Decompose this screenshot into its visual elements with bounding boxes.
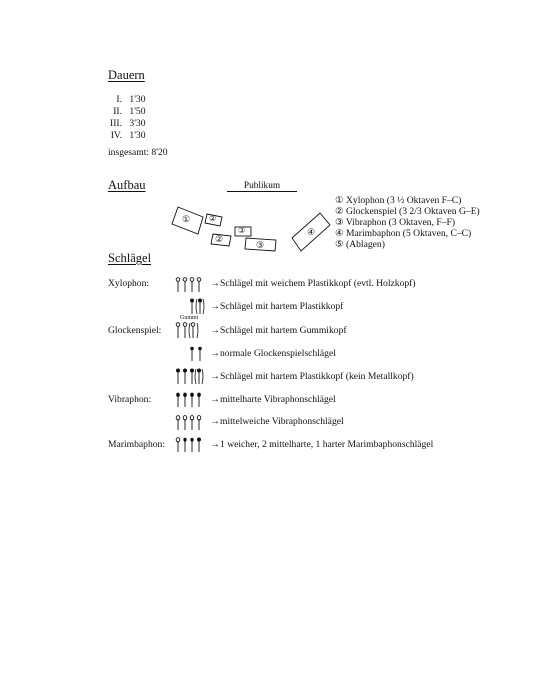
rubber-mallets-icon <box>175 322 209 340</box>
medium-hard-mallets-icon <box>175 392 207 408</box>
mallet-description-text: 1 weicher, 2 mittelharte, 1 harter Marimbaphonschlägel <box>220 439 434 450</box>
mallet-description-text: Schlägel mit hartem Plastikkopf (kein Metallkopf) <box>220 371 414 382</box>
legend-item: ④ Marimbaphon (5 Oktaven, C–C) <box>335 228 472 239</box>
movement-duration: 1'50 <box>129 106 146 117</box>
durations-heading: Dauern <box>108 68 145 82</box>
normal-mallets-icon <box>189 346 209 362</box>
audience-label: Publikum <box>227 181 297 192</box>
setup-legend <box>335 195 480 250</box>
movement-duration: 1'30 <box>129 130 146 141</box>
arrow-icon: → <box>210 371 220 382</box>
mallet-description <box>210 439 433 450</box>
legend-item: ③ Vibraphon (3 Oktaven, F–F) <box>335 217 456 228</box>
movement-number: II. <box>113 106 122 117</box>
instrument-marker: ③ <box>256 240 265 250</box>
rubber-note: Gummi <box>180 315 199 321</box>
arrow-icon: → <box>210 278 220 289</box>
hard-plastic-mallets-icon <box>175 368 209 386</box>
legend-item: ⑤ (Ablagen) <box>335 239 385 250</box>
mallet-description <box>210 348 336 359</box>
instrument-marker: ② <box>215 234 224 244</box>
legend-item: ① Xylophon (3 ½ Oktaven F–C) <box>335 195 462 206</box>
total-duration: insgesamt: 8'20 <box>108 147 168 158</box>
mallet-description-text: Schlägel mit hartem Gummikopf <box>220 325 347 336</box>
instrument-marker: ② <box>209 214 217 223</box>
marimba-mallets-icon <box>175 437 207 453</box>
legend-item: ② Glockenspiel (3 2/3 Oktaven G–E) <box>335 206 480 217</box>
arrow-icon: → <box>210 325 220 336</box>
movement-duration: 1'30 <box>129 94 146 105</box>
movement-number: IV. <box>110 130 122 141</box>
movement-duration: 3'30 <box>129 118 146 129</box>
mallet-description-text: mittelweiche Vibraphonschlägel <box>220 416 344 427</box>
instrument-label: Vibraphon: <box>108 394 152 405</box>
arrow-icon: → <box>210 416 220 427</box>
instrument-label: Glockenspiel: <box>108 325 162 336</box>
movement-number: III. <box>110 118 122 129</box>
hard-mallets-icon <box>189 298 209 316</box>
mallet-description <box>210 325 347 336</box>
mallet-description <box>210 278 416 289</box>
mallet-description <box>210 301 343 312</box>
instrument-marker: ④ <box>307 227 316 237</box>
instrument-label: Marimbaphon: <box>108 439 166 450</box>
instrument-marker: ③ <box>238 226 246 235</box>
mallet-description-text: normale Glockenspielschlägel <box>220 348 336 359</box>
arrow-icon: → <box>210 348 220 359</box>
arrow-icon: → <box>210 394 220 405</box>
mallet-description-text: Schlägel mit weichem Plastikkopf (evtl. Holzkopf) <box>220 278 416 289</box>
mallet-description <box>210 371 414 382</box>
instrument-label: Xylophon: <box>108 278 150 289</box>
soft-mallets-icon <box>175 277 205 293</box>
mallet-description <box>210 394 336 405</box>
medium-soft-mallets-icon <box>175 415 207 431</box>
mallet-description-text: Schlägel mit hartem Plastikkopf <box>220 301 344 312</box>
arrow-icon: → <box>210 439 220 450</box>
movement-number: I. <box>116 94 122 105</box>
arrow-icon: → <box>210 301 220 312</box>
instrument-marker: ① <box>182 214 191 224</box>
setup-heading: Aufbau <box>108 178 146 192</box>
mallet-description <box>210 416 344 427</box>
mallets-heading: Schlägel <box>108 251 152 265</box>
mallet-description-text: mittelharte Vibraphonschlägel <box>220 394 336 405</box>
